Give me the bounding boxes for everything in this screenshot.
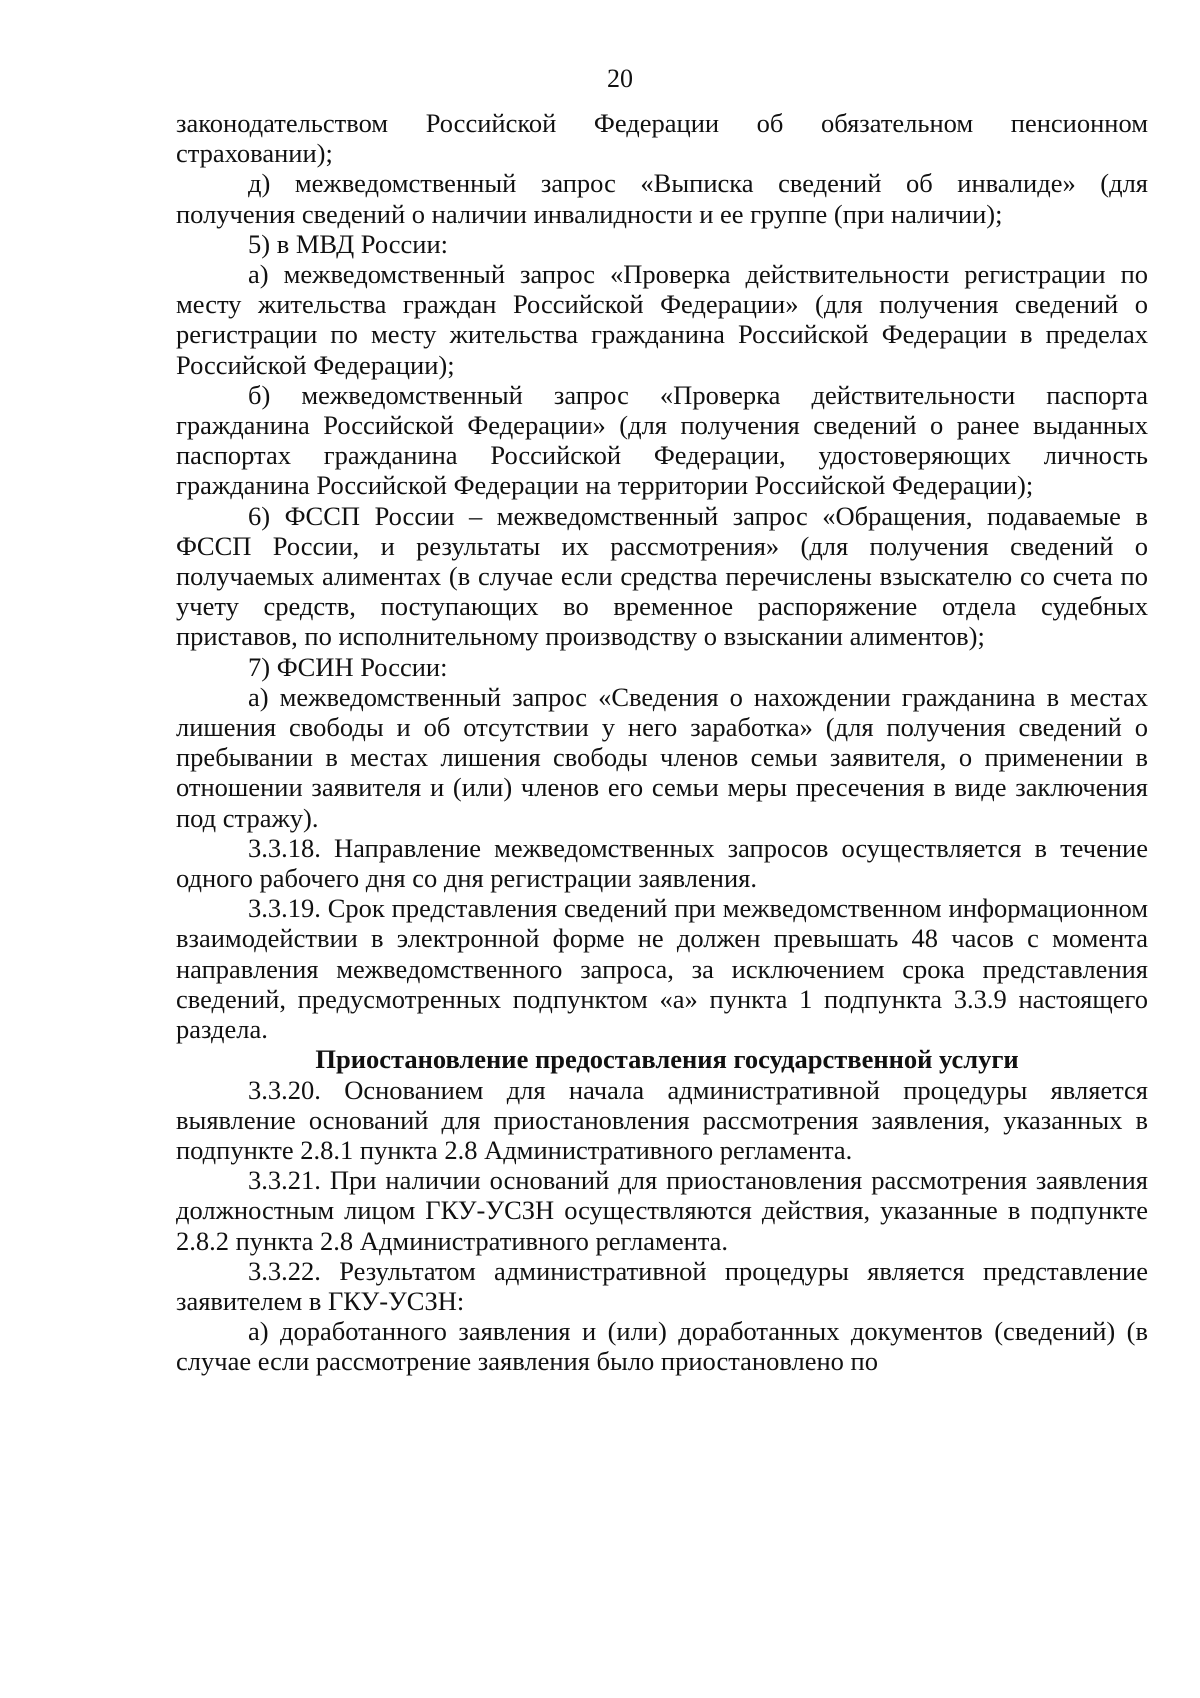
paragraph: а) доработанного заявления и (или) доработанных документов (сведений) (в случае если рассмотрение заявления было приостановлено по: [176, 1316, 1148, 1377]
paragraph: 3.3.21. При наличии оснований для приостановления рассмотрения заявления должностным лицом ГКУ-УСЗН осуществляются действия, указанные в подпункте 2.8.2 пункта 2.8 Административного регламента.: [176, 1165, 1148, 1256]
paragraph: 6) ФССП России – межведомственный запрос «Обращения, подаваемые в ФССП России, и результаты их рассмотрения» (для получения сведений о получаемых алиментах (в случае если средства перечислены взыскателю со счета по учету средств, поступающих во временное распоряжение отдела судебных приставов, по исполнительному производству о взыскании алиментов);: [176, 500, 1148, 652]
paragraph: 3.3.19. Срок представления сведений при межведомственном информационном взаимодействии в электронной форме не должен превышать 48 часов с момента направления межведомственного запроса, за исключением срока представления сведений, предусмотренных подпунктом «а» пункта 1 подпункта 3.3.9 настоящего раздела.: [176, 893, 1148, 1045]
paragraph: д) межведомственный запрос «Выписка сведений об инвалиде» (для получения сведений о наличии инвалидности и ее группе (при наличии);: [176, 168, 1148, 229]
page-number: 20: [607, 64, 633, 93]
paragraph: 5) в МВД России:: [248, 228, 449, 259]
paragraph: 3.3.22. Результатом административной процедуры является представление заявителем в ГКУ-УСЗН:: [176, 1255, 1148, 1316]
paragraph: б) межведомственный запрос «Проверка действительности паспорта гражданина Российской Федерации» (для получения сведений о ранее выданных паспортах гражданина Российской Федерации, удостоверяющих личность гражданина Российской Федерации на территории Российской Федерации);: [176, 379, 1148, 501]
paragraph: законодательством Российской Федерации об обязательном пенсионном страховании);: [176, 108, 1148, 169]
paragraph: а) межведомственный запрос «Проверка действительности регистрации по месту жительства граждан Российской Федерации» (для получения сведений о регистрации по месту жительства гражданина Российской Федерации в пределах Российской Федерации);: [176, 259, 1148, 380]
paragraph: 3.3.18. Направление межведомственных запросов осуществляется в течение одного рабочего дня со дня регистрации заявления.: [176, 832, 1148, 894]
paragraph: а) межведомственный запрос «Сведения о нахождении гражданина в местах лишения свободы и об отсутствии у него заработка» (для получения сведений о пребывании в местах лишения свободы членов семьи заявителя, о применении в отношении заявителя и (или) членов его семьи меры пресечения в виде заключения под стражу).: [176, 681, 1148, 833]
paragraph: 7) ФСИН России:: [248, 651, 448, 682]
document-body: [176, 108, 1148, 1377]
section-heading: Приостановление предоставления государственной услуги: [315, 1044, 1019, 1075]
paragraph: 3.3.20. Основанием для начала административной процедуры является выявление оснований для приостановления рассмотрения заявления, указанных в подпункте 2.8.1 пункта 2.8 Административного регламента.: [176, 1074, 1148, 1165]
